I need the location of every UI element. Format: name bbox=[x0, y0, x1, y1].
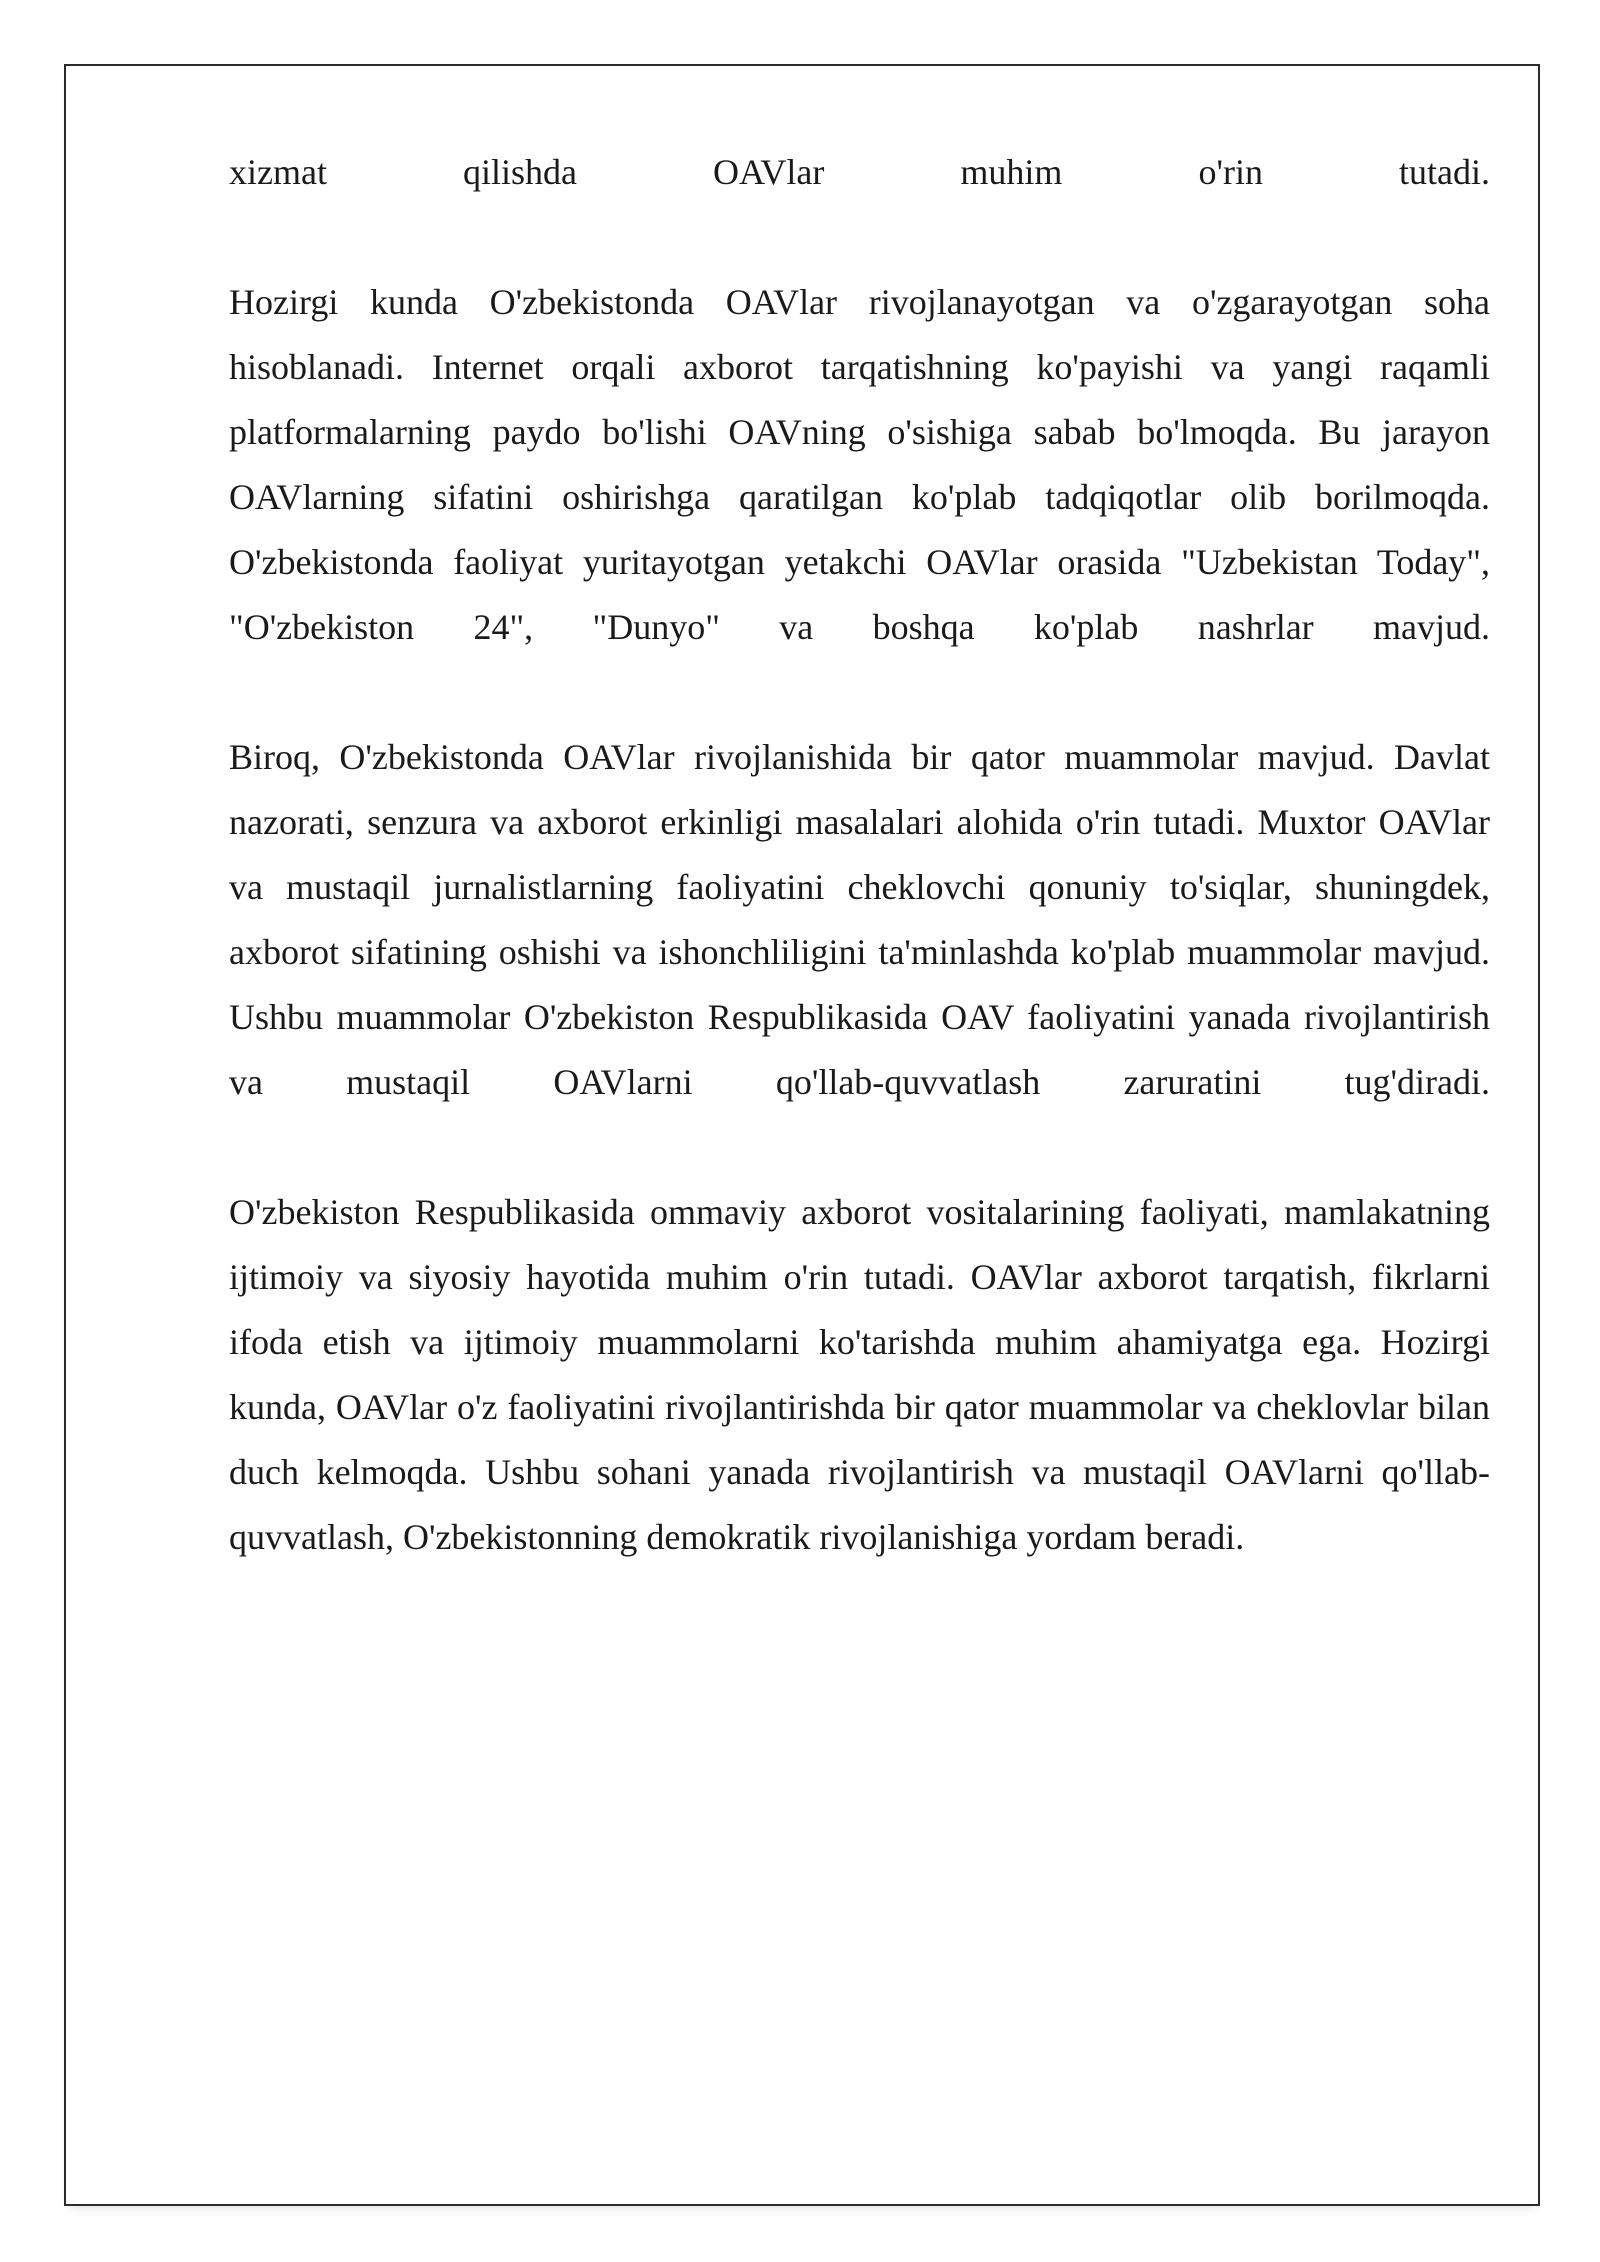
document-body bbox=[229, 140, 1490, 1570]
paragraph-1: xizmat qilishda OAVlar muhim o'rin tutadi. bbox=[229, 152, 1490, 192]
paragraph-2: Hozirgi kunda O'zbekistonda OAVlar rivojlanayotgan va o'zgarayotgan soha hisoblanadi. Internet orqali axborot tarqatishning ko'payishi va yangi raqamli platformalarning paydo bo'lishi OAVning o'sishiga sabab bo'lmoqda. Bu jarayon OAVlarning sifatini oshirishga qaratilgan ko'plab tadqiqotlar olib borilmoqda. O'zbekistonda faoliyat yuritayotgan yetakchi OAVlar orasida "Uzbekistan Today", "O'zbekiston 24", "Dunyo" va boshqa ko'plab nashrlar mavjud. bbox=[229, 282, 1490, 647]
paragraph-3: Biroq, O'zbekistonda OAVlar rivojlanishida bir qator muammolar mavjud. Davlat nazorati, senzura va axborot erkinligi masalalari alohida o'rin tutadi. Muxtor OAVlar va mustaqil jurnalistlarning faoliyatini cheklovchi qonuniy to'siqlar, shuningdek, axborot sifatining oshishi va ishonchliligini ta'minlashda ko'plab muammolar mavjud. Ushbu muammolar O'zbekiston Respublikasida OAV faoliyatini yanada rivojlantirish va mustaqil OAVlarni qo'llab-quvvatlash zaruratini tug'diradi. bbox=[229, 737, 1490, 1102]
paragraph-4: O'zbekiston Respublikasida ommaviy axborot vositalarining faoliyati, mamlakatning ijtimoiy va siyosiy hayotida muhim o'rin tutadi. OAVlar axborot tarqatish, fikrlarni ifoda etish va ijtimoiy muammolarni ko'tarishda muhim ahamiyatga ega. Hozirgi kunda, OAVlar o'z faoliyatini rivojlantirishda bir qator muammolar va cheklovlar bilan duch kelmoqda. Ushbu sohani yanada rivojlantirish va mustaqil OAVlarni qo'llab-quvvatlash, O'zbekistonning demokratik rivojlanishiga yordam beradi. bbox=[229, 1192, 1490, 1557]
